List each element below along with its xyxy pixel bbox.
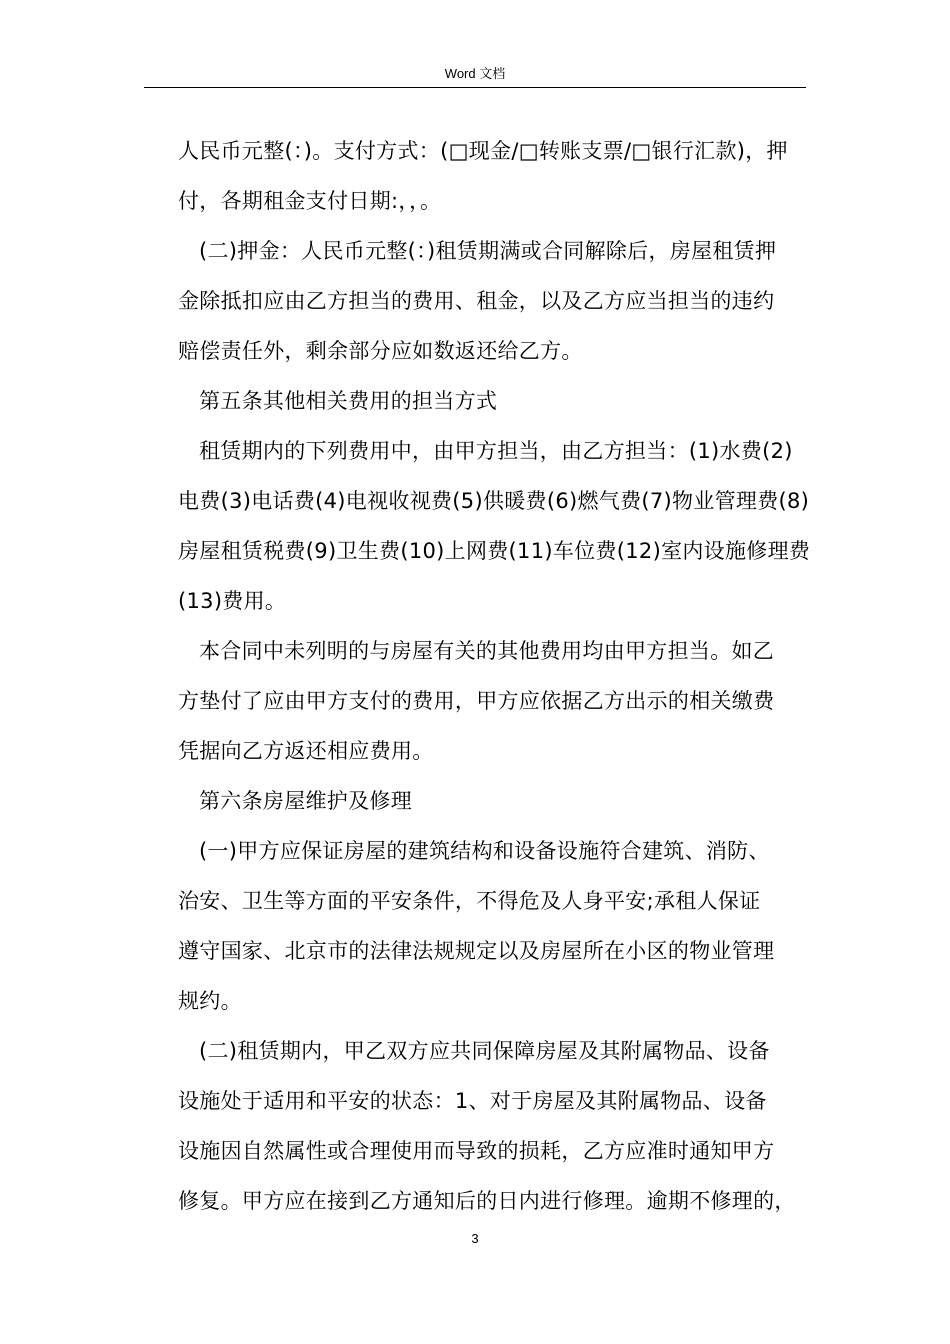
paragraph-payment-method — [178, 126, 810, 226]
text-line: 方垫付了应由甲方支付的费用，甲方应依据乙方出示的相关缴费 — [178, 689, 775, 713]
article-six-heading — [178, 776, 810, 826]
text-line: 人民币元整(：)。支付方式：(□现金/□转账支票/□银行汇款)，押 — [178, 139, 788, 163]
text-line: 房屋租赁税费(9)卫生费(10)上网费(11)车位费(12)室内设施修理费 — [178, 539, 811, 563]
page-number: 3 — [471, 1231, 479, 1246]
text-line: (一)甲方应保证房屋的建筑结构和设备设施符合建筑、消防、 — [199, 839, 770, 863]
text-line: 修复。甲方应在接到乙方通知后的日内进行修理。逾期不修理的， — [178, 1189, 796, 1213]
text-line: 治安、卫生等方面的平安条件，不得危及人身平安;承租人保证 — [178, 889, 761, 913]
text-line: 第五条其他相关费用的担当方式 — [199, 389, 498, 413]
text-line: 金除抵扣应由乙方担当的费用、租金，以及乙方应当担当的违约 — [178, 289, 775, 313]
paragraph-safety — [178, 826, 810, 1026]
paragraph-maintenance — [178, 1026, 810, 1226]
text-line: 遵守国家、北京市的法律法规规定以及房屋所在小区的物业管理 — [178, 939, 775, 963]
text-line: 本合同中未列明的与房屋有关的其他费用均由甲方担当。如乙 — [199, 639, 775, 663]
paragraph-deposit — [178, 226, 810, 376]
text-line: (二)租赁期内，甲乙双方应共同保障房屋及其附属物品、设备 — [199, 1039, 770, 1063]
text-line: 设施因自然属性或合理使用而导致的损耗，乙方应准时通知甲方 — [178, 1139, 775, 1163]
text-line: 规约。 — [178, 989, 242, 1013]
article-five-heading — [178, 376, 810, 426]
text-line: (二)押金：人民币元整(：)租赁期满或合同解除后，房屋租赁押 — [199, 239, 777, 263]
text-line: 设施处于适用和平安的状态：1、对于房屋及其附属物品、设备 — [178, 1089, 767, 1113]
text-line: (13)费用。 — [178, 589, 287, 613]
text-line: 凭据向乙方返还相应费用。 — [178, 739, 434, 763]
paragraph-fee-list — [178, 426, 810, 626]
text-line: 赔偿责任外，剩余部分应如数返还给乙方。 — [178, 339, 583, 363]
text-line: 付，各期租金支付日期:，，。 — [178, 189, 442, 213]
header-divider — [144, 87, 806, 88]
text-line: 电费(3)电话费(4)电视收视费(5)供暖费(6)燃气费(7)物业管理费(8) — [178, 489, 810, 513]
text-line: 租赁期内的下列费用中，由甲方担当，由乙方担当：(1)水费(2) — [199, 439, 793, 463]
page-header: Word 文档 — [444, 66, 506, 81]
document-body — [178, 126, 810, 1226]
paragraph-other-fees — [178, 626, 810, 776]
text-line: 第六条房屋维护及修理 — [199, 789, 412, 813]
